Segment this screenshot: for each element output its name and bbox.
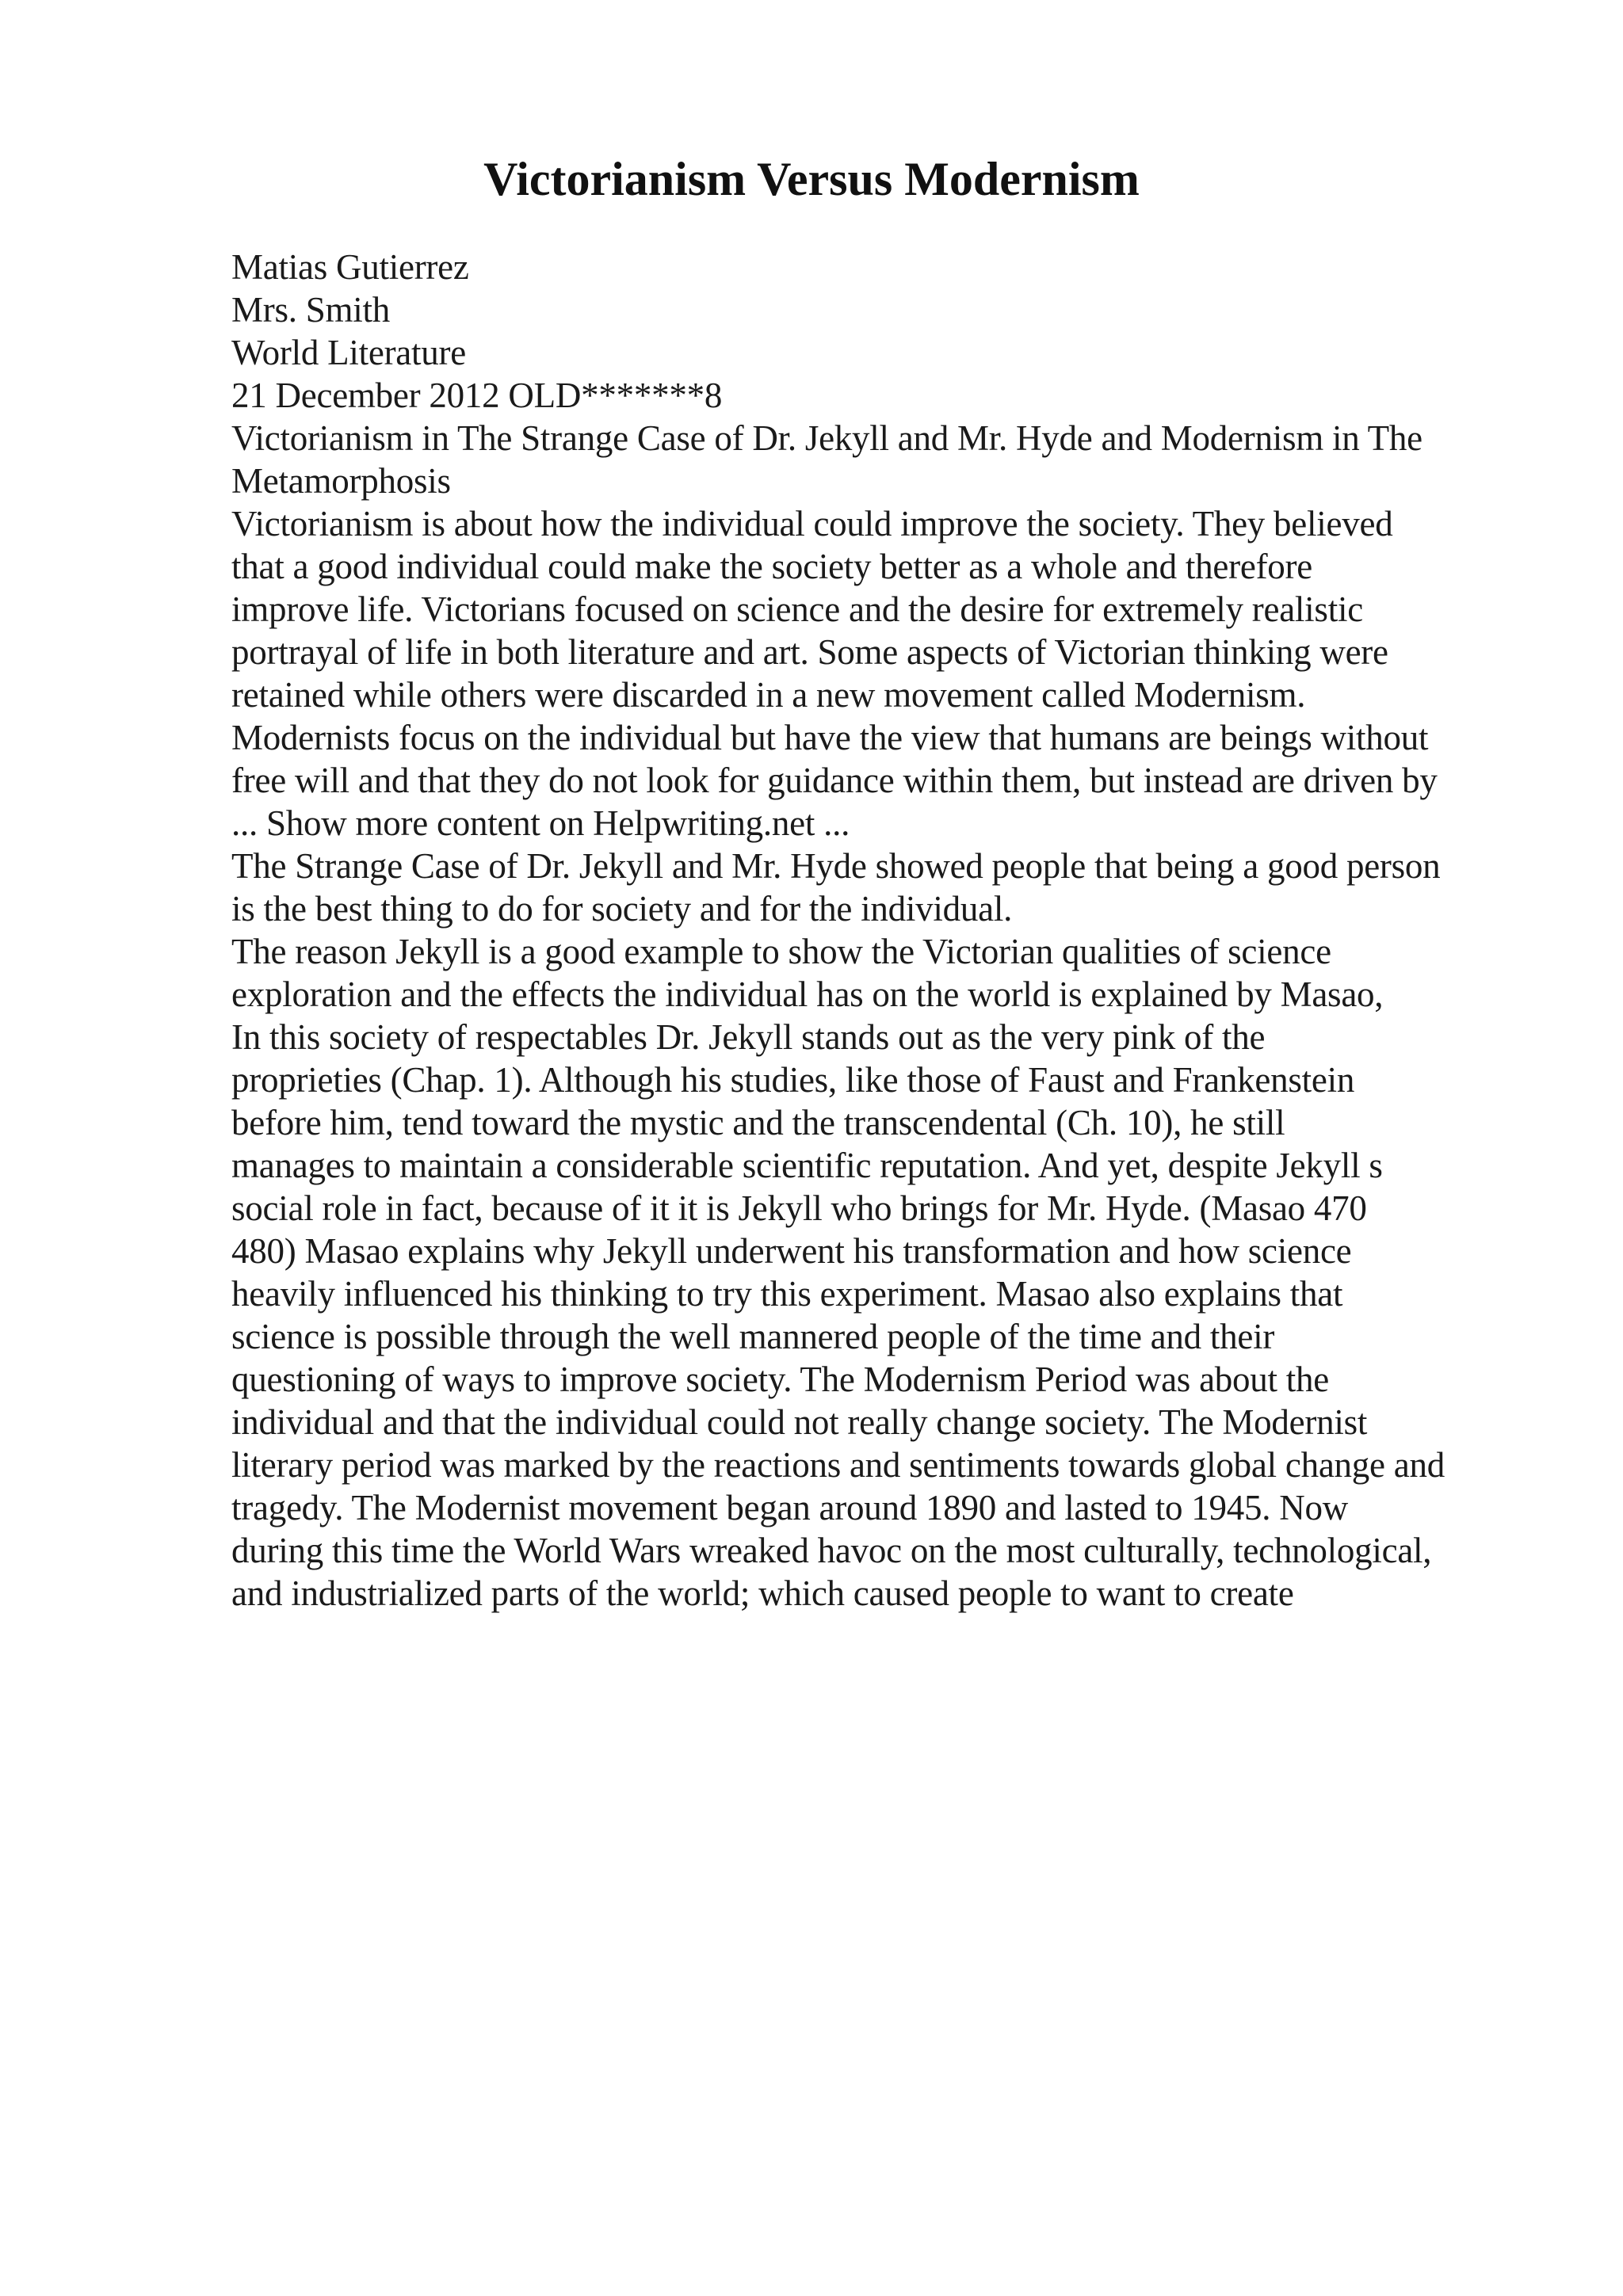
document-line: Victorianism in The Strange Case of Dr. Jekyll and Mr. Hyde and Modernism in The — [231, 418, 1423, 458]
document-line: retained while others were discarded in a new movement called Modernism. — [231, 675, 1306, 715]
document-line: manages to maintain a considerable scientific reputation. And yet, despite Jekyll s — [231, 1146, 1383, 1185]
document-line: ... Show more content on Helpwriting.net ... — [231, 803, 850, 843]
document-line: 480) Masao explains why Jekyll underwent his transformation and how science — [231, 1231, 1352, 1271]
document-line: is the best thing to do for society and for the individual. — [231, 889, 1013, 929]
document-line: Matias Gutierrez — [231, 247, 469, 287]
document-line: exploration and the effects the individual has on the world is explained by Masao, — [231, 974, 1384, 1014]
document-line: literary period was marked by the reactions and sentiments towards global change and — [231, 1445, 1445, 1485]
document-line: heavily influenced his thinking to try this experiment. Masao also explains that — [231, 1274, 1343, 1314]
document-line: 21 December 2012 OLD*******8 — [231, 376, 723, 415]
document-line: improve life. Victorians focused on science and the desire for extremely realistic — [231, 589, 1363, 629]
document-line: before him, tend toward the mystic and the transcendental (Ch. 10), he still — [231, 1103, 1285, 1142]
document-line: science is possible through the well mannered people of the time and their — [231, 1317, 1275, 1356]
document-line: Victorianism is about how the individual could improve the society. They believed — [231, 504, 1393, 543]
document-line: portrayal of life in both literature and art. Some aspects of Victorian thinking were — [231, 632, 1388, 672]
document-line: World Literature — [231, 333, 466, 372]
document-title: Victorianism Versus Modernism — [483, 153, 1140, 205]
document-body — [231, 246, 1515, 1615]
document-line: during this time the World Wars wreaked havoc on the most culturally, technological, — [231, 1531, 1432, 1570]
document-line: social role in fact, because of it it is Jekyll who brings for Mr. Hyde. (Masao 470 — [231, 1188, 1367, 1228]
document-line: and industrialized parts of the world; which caused people to want to create — [231, 1573, 1294, 1613]
document-line: that a good individual could make the society better as a whole and therefore — [231, 547, 1313, 586]
document-line: proprieties (Chap. 1). Although his studies, like those of Faust and Frankenstein — [231, 1060, 1355, 1100]
document-line: individual and that the individual could not really change society. The Modernist — [231, 1402, 1368, 1442]
document-line: free will and that they do not look for guidance within them, but instead are driven by — [231, 761, 1438, 800]
document-line: In this society of respectables Dr. Jekyll stands out as the very pink of the — [231, 1017, 1266, 1057]
document-line: Modernists focus on the individual but have the view that humans are beings without — [231, 718, 1429, 757]
document-line: Mrs. Smith — [231, 290, 391, 330]
document-line: tragedy. The Modernist movement began around 1890 and lasted to 1945. Now — [231, 1488, 1348, 1527]
document-line: Metamorphosis — [231, 461, 451, 501]
document-line: The Strange Case of Dr. Jekyll and Mr. Hyde showed people that being a good person — [231, 846, 1441, 886]
document-line: The reason Jekyll is a good example to show the Victorian qualities of science — [231, 932, 1331, 971]
document-line: questioning of ways to improve society. The Modernism Period was about the — [231, 1360, 1330, 1399]
